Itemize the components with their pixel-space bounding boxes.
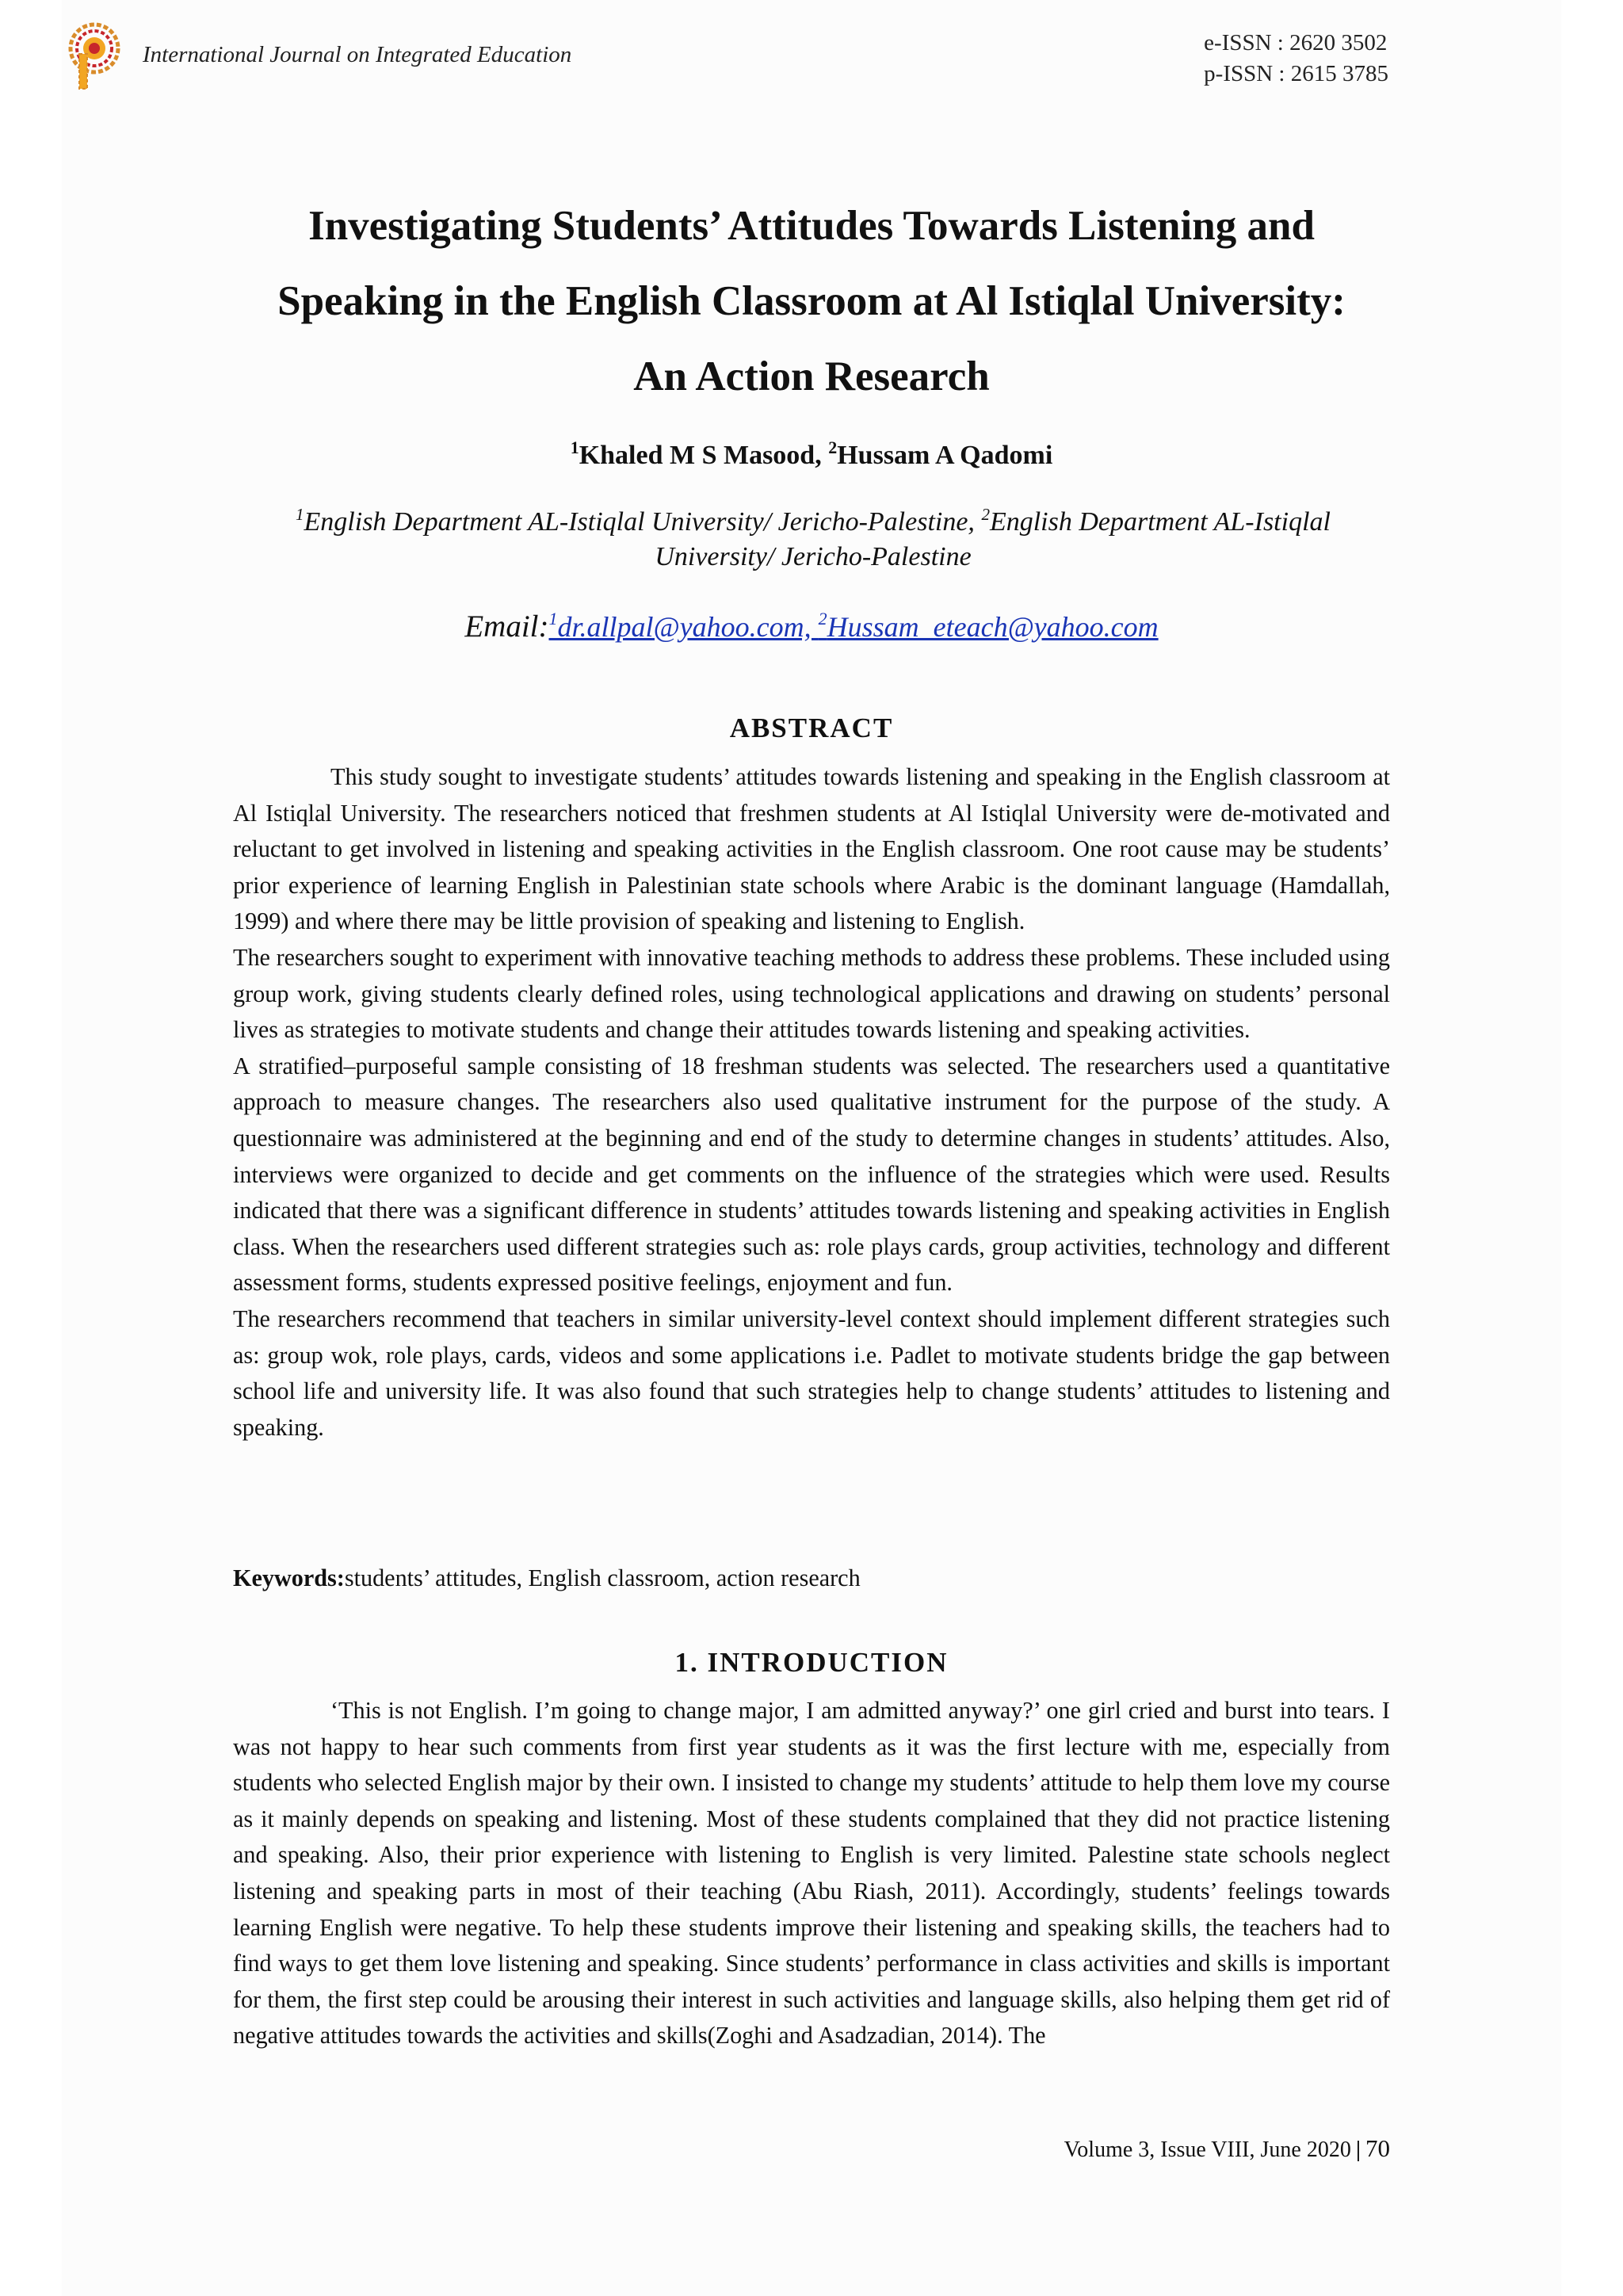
keywords-text: students’ attitudes, English classroom, action research (344, 1564, 861, 1591)
journal-name: International Journal on Integrated Education (143, 42, 572, 67)
eissn: e-ISSN : 2620 3502 (1204, 30, 1388, 55)
email-link-1[interactable] (549, 611, 819, 643)
journal-logo-icon (68, 22, 120, 90)
volume-info: Volume 3, Issue VIII, June 2020 (1064, 2137, 1351, 2162)
email-1-number: 1 (548, 609, 558, 628)
title-line-3: An Action Research (633, 353, 990, 399)
affiliation (235, 505, 1392, 575)
page-number: 70 (1365, 2134, 1390, 2162)
affiliation-2-text: English Department AL-Istiqlal (989, 507, 1331, 537)
abstract-heading: ABSTRACT (729, 712, 894, 743)
keywords-label: Keywords: (233, 1564, 345, 1591)
author-2-name: Hussam A Qadomi (837, 441, 1053, 470)
abstract-paragraph: The researchers recommend that teachers in similar university-level context should implement different strategies such as: group wok, role plays, cards, videos and some applications i.e. Padlet to motivate students bridge the gap between school life and university life. It was also found that such strategies help to change students’ attitudes to listening and speaking. (233, 1305, 1390, 1441)
author-2-number: 2 (828, 437, 838, 457)
affiliation-2-continued: University/ Jericho-Palestine (655, 542, 972, 571)
abstract-paragraph: A stratified–purposeful sample consisting of 18 freshman students was selected. The researchers used a quantitative approach to measure changes. The researchers also used qualitative instrument for the purpose of the study. A questionnaire was administered at the beginning and end of the study to determine changes in students’ attitudes. Also, interviews were organized to decide and get comments on the influence of the strategies which were used. Results indicated that there was a significant difference in students’ attitudes towards listening and speaking activities in English class. When the researchers used different strategies such as: role plays cards, group activities, technology and different assessment forms, students expressed positive feelings, enjoyment and fun. (233, 1052, 1390, 1297)
author-list (158, 437, 1465, 471)
email-label: Email: (464, 609, 549, 644)
keywords-line (233, 1561, 1390, 1596)
email-2-number: 2 (818, 609, 827, 628)
footer-separator: | (1355, 2137, 1361, 2162)
email-link-2[interactable] (819, 611, 1159, 643)
abstract-body (233, 759, 1390, 1446)
email-2-address: Hussam_eteach@yahoo.com (827, 611, 1159, 643)
introduction-paragraph: ‘This is not English. I’m going to change major, I am admitted anyway?’ one girl cried and burst into tears. I was not happy to hear such comments from first year students as it was the first lecture with me, especially from students who selected English major by their own. I insisted to change my students’ attitude to help them love my course as it mainly depends on speaking and listening. Most of these students complained that they did not practice listening and speaking. Also, their prior experience with listening to English is very limited. Palestine state schools neglect listening and speaking parts in most of their teaching (Abu Riash, 2011). Accordingly, students’ feelings towards learning English were negative. To help these students improve their listening and speaking skills, the teachers had to find ways to get them love listening and speaking. Since students’ performance in class activities and skills is important for them, the first step could be arousing their interest in such activities and language skills, also helping them get rid of negative attitudes towards the activities and skills(Zoghi and Asadzadian, 2014). The (233, 1697, 1390, 2050)
title-line-1: Investigating Students’ Attitudes Towards Listening and (308, 203, 1315, 249)
author-1-name: Khaled M S Masood, (579, 441, 829, 470)
affiliation-1-number: 1 (296, 505, 304, 524)
pissn: p-ISSN : 2615 3785 (1204, 61, 1388, 86)
affiliation-2-number: 2 (981, 505, 990, 524)
affiliation-1-text: English Department AL-Istiqlal University/ Jericho-Palestine, (304, 507, 982, 537)
paper-title (158, 189, 1465, 415)
email-line (158, 609, 1465, 644)
introduction-body (233, 1693, 1390, 2054)
page-footer (1064, 2134, 1390, 2163)
abstract-paragraph: The researchers sought to experiment with innovative teaching methods to address these problems. These included using group work, giving students clearly defined roles, using technological applications and drawing on students’ personal lives as strategies to motivate students and change their attitudes towards listening and speaking activities. (233, 943, 1390, 1044)
introduction-heading: 1. INTRODUCTION (674, 1647, 949, 1678)
email-1-address: dr.allpal@yahoo.com, (557, 611, 819, 643)
issn-block (1204, 28, 1388, 90)
abstract-paragraph: This study sought to investigate students’ attitudes towards listening and speaking in the English classroom at Al Istiqlal University. The researchers noticed that freshmen students at Al Istiqlal University were de-motivated and reluctant to get involved in listening and speaking activities in the English classroom. One root cause may be students’ prior experience of learning English in Palestinian state schools where Arabic is the dominant language (Hamdallah, 1999) and where there may be little provision of speaking and listening to English. (233, 763, 1390, 935)
title-line-2: Speaking in the English Classroom at Al Istiqlal University: (277, 278, 1346, 324)
author-1-number: 1 (570, 437, 579, 457)
